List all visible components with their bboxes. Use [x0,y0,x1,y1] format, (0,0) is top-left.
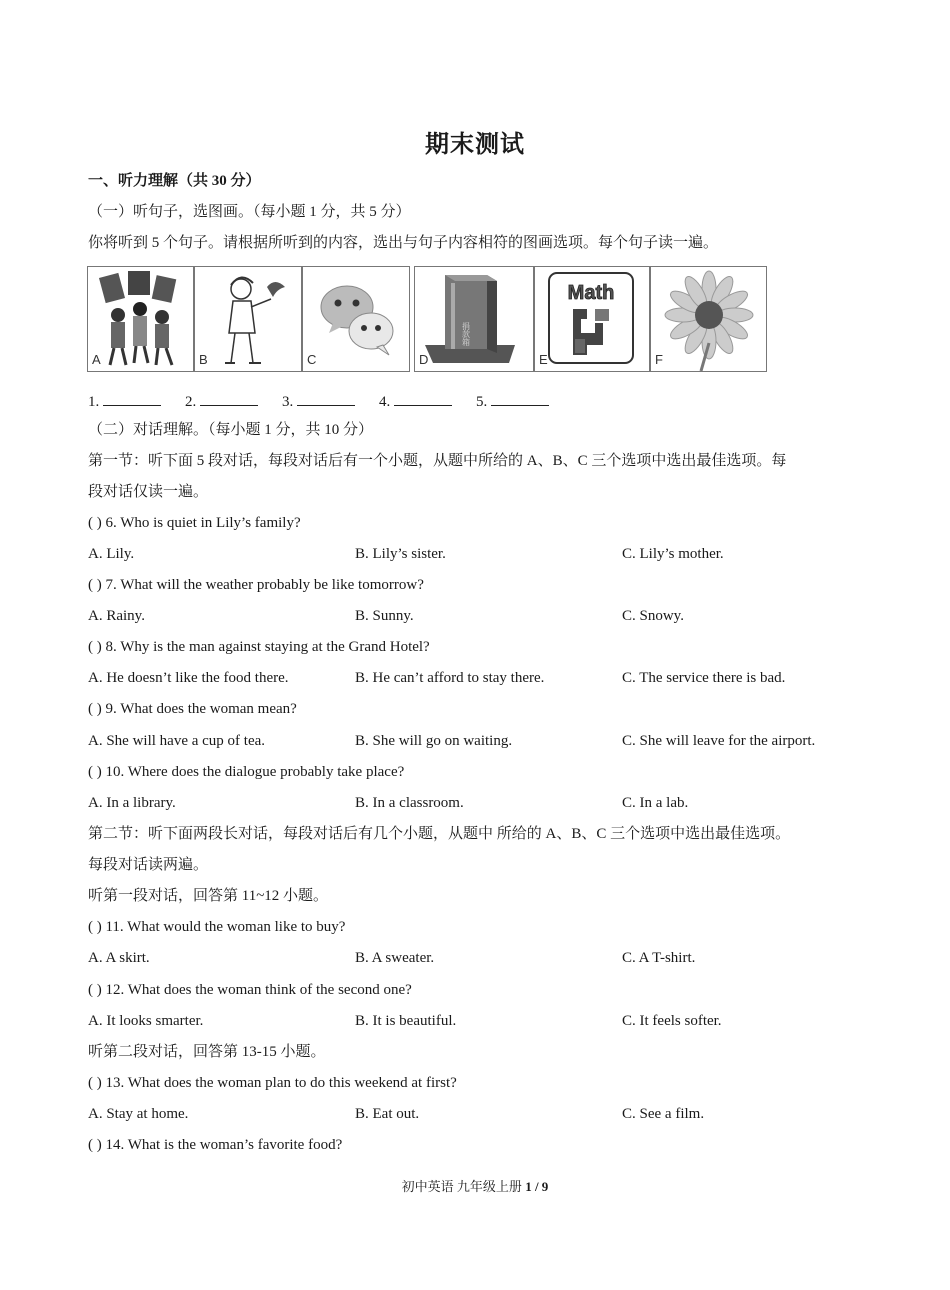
option-c[interactable]: C. Lily’s mother. [622,546,724,562]
math-puzzle-icon [535,267,650,372]
option-c[interactable]: C. A T-shirt. [622,950,696,966]
blank-4[interactable]: 4. [379,390,452,412]
sunflower-icon [651,267,767,372]
picture-label: A [92,352,101,367]
sub2-instruction-cont: 每段对话读两遍。 [88,857,209,873]
part2-heading: （二）对话理解。（每小题 1 分，共 10 分） [88,422,374,438]
option-a[interactable]: A. Lily. [88,546,135,562]
sub1-instruction-cont: 段对话仅读一遍。 [88,484,209,500]
question-13: ( ) 13. What does the woman plan to do this weekend at first? [88,1075,457,1091]
option-b[interactable]: B. Lily’s sister. [355,546,446,562]
section-heading: 一、听力理解（共 30 分） [88,173,261,189]
option-a[interactable]: A. Rainy. [88,608,145,624]
donation-box-icon [415,267,534,372]
option-a[interactable]: A. She will have a cup of tea. [88,733,266,749]
picture-label: D [419,352,429,367]
picture-d [414,266,534,372]
option-c[interactable]: C. She will leave for the airport. [622,733,816,749]
option-c[interactable]: C. It feels softer. [622,1013,722,1029]
option-b[interactable]: B. A sweater. [355,950,435,966]
option-a[interactable]: A. In a library. [88,795,176,811]
option-a[interactable]: A. It looks smarter. [88,1013,204,1029]
page-footer [0,1176,950,1195]
picture-label: E [539,352,548,367]
option-c[interactable]: C. The service there is bad. [622,670,786,686]
option-b[interactable]: B. He can’t afford to stay there. [355,670,545,686]
box-text: 捐款箱 [461,322,471,346]
answer-blanks [88,390,569,412]
part1-heading: （一）听句子，选图画。（每小题 1 分，共 5 分） [88,204,411,220]
option-c[interactable]: C. Snowy. [622,608,684,624]
picture-e [534,266,650,372]
option-a[interactable]: A. He doesn’t like the food there. [88,670,289,686]
picture-b [194,266,302,372]
page-number: 1 / 9 [525,1179,549,1194]
question-8: ( ) 8. Why is the man against staying at the Grand Hotel? [88,639,430,655]
picture-label: B [199,352,208,367]
dialogue2-intro: 听第二段对话，回答第 13-15 小题。 [88,1044,326,1060]
sub2-instruction: 第二节：听下面两段长对话，每段对话后有几个小题，从题中 所给的 A、B、C 三个选项中选出最佳选项。 [88,826,791,842]
sub1-instruction: 第一节：听下面 5 段对话，每段对话后有一个小题，从题中所给的 A、B、C 三个选项中选出最佳选项。每 [88,453,787,469]
picture-label: C [307,352,317,367]
option-c[interactable]: C. See a film. [622,1106,705,1122]
protest-people-icon [88,267,194,372]
page-title: 期末测试 [425,132,525,158]
blank-3[interactable]: 3. [282,390,355,412]
question-10: ( ) 10. Where does the dialogue probably take place? [88,764,405,780]
dialogue1-intro: 听第一段对话，回答第 11~12 小题。 [88,888,329,904]
wechat-icon [303,267,410,372]
option-c[interactable]: C. In a lab. [622,795,689,811]
picture-label: F [655,352,663,367]
question-7: ( ) 7. What will the weather probably be like tomorrow? [88,577,424,593]
question-12: ( ) 12. What does the woman think of the second one? [88,982,412,998]
question-11: ( ) 11. What would the woman like to buy? [88,919,346,935]
picture-f [650,266,767,372]
option-b[interactable]: B. She will go on waiting. [355,733,513,749]
question-14: ( ) 14. What is the woman’s favorite food? [88,1137,343,1153]
question-9: ( ) 9. What does the woman mean? [88,701,297,717]
man-with-bird-icon [195,267,302,372]
math-text: Math [567,282,615,304]
picture-a [87,266,194,372]
footer-course: 初中英语 九年级上册 [401,1179,522,1194]
picture-c [302,266,410,372]
blank-2[interactable]: 2. [185,390,258,412]
option-b[interactable]: B. Sunny. [355,608,414,624]
option-b[interactable]: B. In a classroom. [355,795,464,811]
question-6: ( ) 6. Who is quiet in Lily’s family? [88,515,301,531]
blank-1[interactable]: 1. [88,390,161,412]
blank-5[interactable]: 5. [476,390,549,412]
option-b[interactable]: B. Eat out. [355,1106,420,1122]
option-b[interactable]: B. It is beautiful. [355,1013,457,1029]
option-a[interactable]: A. Stay at home. [88,1106,189,1122]
option-a[interactable]: A. A skirt. [88,950,150,966]
part1-instruction: 你将听到 5 个句子。请根据所听到的内容，选出与句子内容相符的图画选项。每个句子读一遍。 [88,235,719,251]
